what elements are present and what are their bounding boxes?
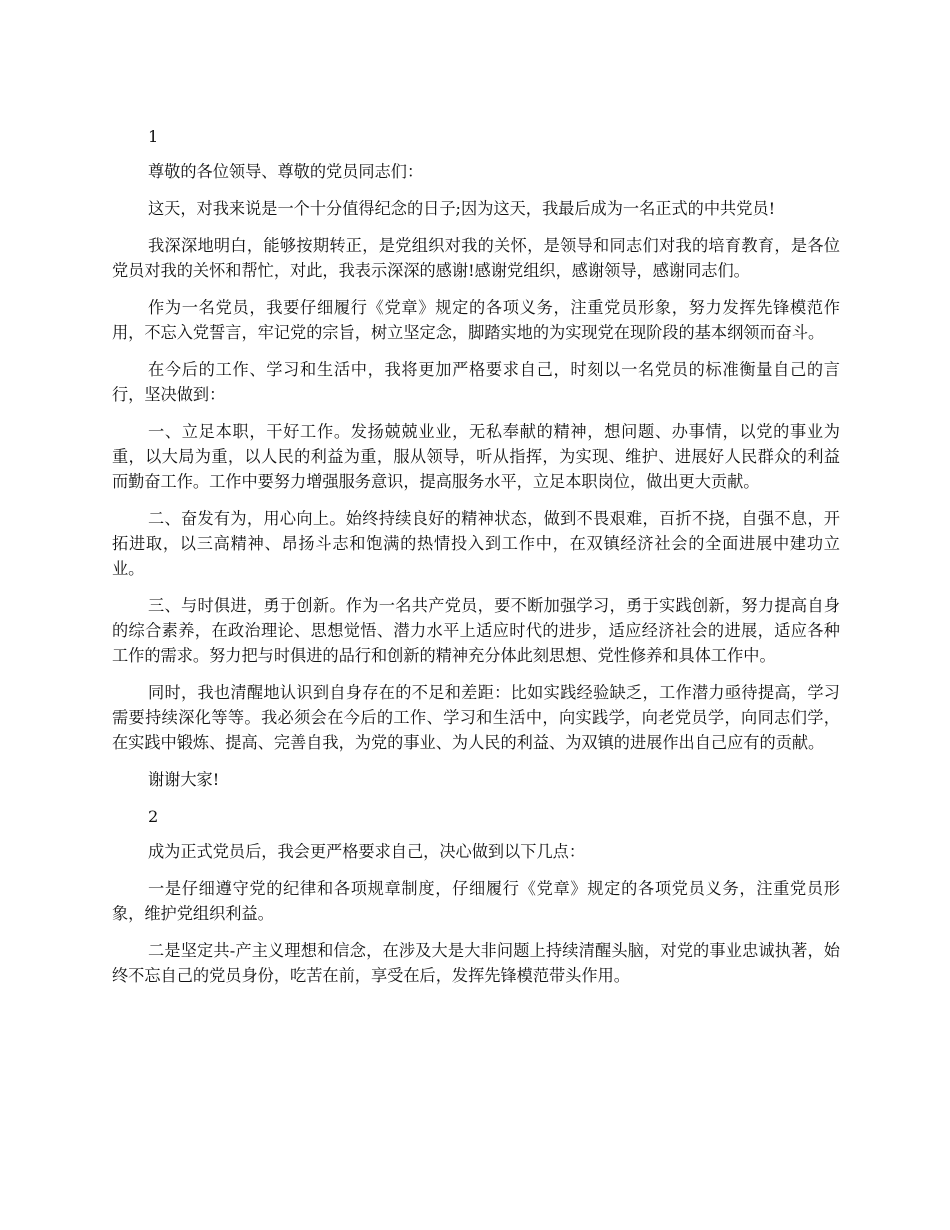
document-body [112,124,840,1000]
paragraph: 三、与时俱进，勇于创新。作为一名共产党员，要不断加强学习，勇于实践创新，努力提高自身的综合素养，在政治理论、思想觉悟、潜力水平上适应时代的进步，适应经济社会的进展，适应各种工作的需求。努力把与时俱进的品行和创新的精神充分体此刻思想、党性修养和具体工作中。 [112,596,840,665]
closing-thanks: 谢谢大家! [148,770,220,789]
paragraph: 二是坚定共-产主义理想和信念，在涉及大是大非问题上持续清醒头脑，对党的事业忠诚执著，始终不忘自己的党员身份，吃苦在前，享受在后，发挥先锋模范带头作用。 [112,941,840,985]
paragraph: 一、立足本职，干好工作。发扬兢兢业业，无私奉献的精神，想问题、办事情，以党的事业为重，以大局为重，以人民的利益为重，服从领导，听从指挥，为实现、维护、进展好人民群众的利益而勤奋工作。工作中要努力增强服务意识，提高服务水平，立足本职岗位，做出更大贡献。 [112,422,840,491]
paragraph: 同时，我也清醒地认识到自身存在的不足和差距：比如实践经验缺乏，工作潜力亟待提高，学习需要持续深化等等。我必须会在今后的工作、学习和生活中，向实践学，向老党员学，向同志们学，在实践中锻炼、提高、完善自我，为党的事业、为人民的利益、为双镇的进展作出自己应有的贡献。 [112,683,840,752]
paragraph: 这天，对我来说是一个十分值得纪念的日子;因为这天，我最后成为一名正式的中共党员! [148,199,776,218]
paragraph: 在今后的工作、学习和生活中，我将更加严格要求自己，时刻以一名党员的标准衡量自己的言行，坚决做到： [112,360,840,404]
section-number: 2 [148,807,159,826]
salutation: 尊敬的各位领导、尊敬的党员同志们： [148,162,424,181]
paragraph: 作为一名党员，我要仔细履行《党章》规定的各项义务，注重党员形象，努力发挥先锋模范作用，不忘入党誓言，牢记党的宗旨，树立坚定念，脚踏实地的为实现党在现阶段的基本纲领而奋斗。 [112,298,840,342]
paragraph: 二、奋发有为，用心向上。始终持续良好的精神状态，做到不畏艰难，百折不挠，自强不息，开拓进取，以三高精神、昂扬斗志和饱满的热情投入到工作中，在双镇经济社会的全面进展中建功立业。 [112,509,840,578]
paragraph: 一是仔细遵守党的纪律和各项规章制度，仔细履行《党章》规定的各项党员义务，注重党员形象，维护党组织利益。 [112,879,840,923]
section-number: 1 [148,127,159,146]
paragraph: 成为正式党员后，我会更严格要求自己，决心做到以下几点： [148,842,586,861]
paragraph: 我深深地明白，能够按期转正，是党组织对我的关怀，是领导和同志们对我的培育教育，是各位党员对我的关怀和帮忙，对此，我表示深深的感谢!感谢党组织，感谢领导，感谢同志们。 [112,236,840,280]
